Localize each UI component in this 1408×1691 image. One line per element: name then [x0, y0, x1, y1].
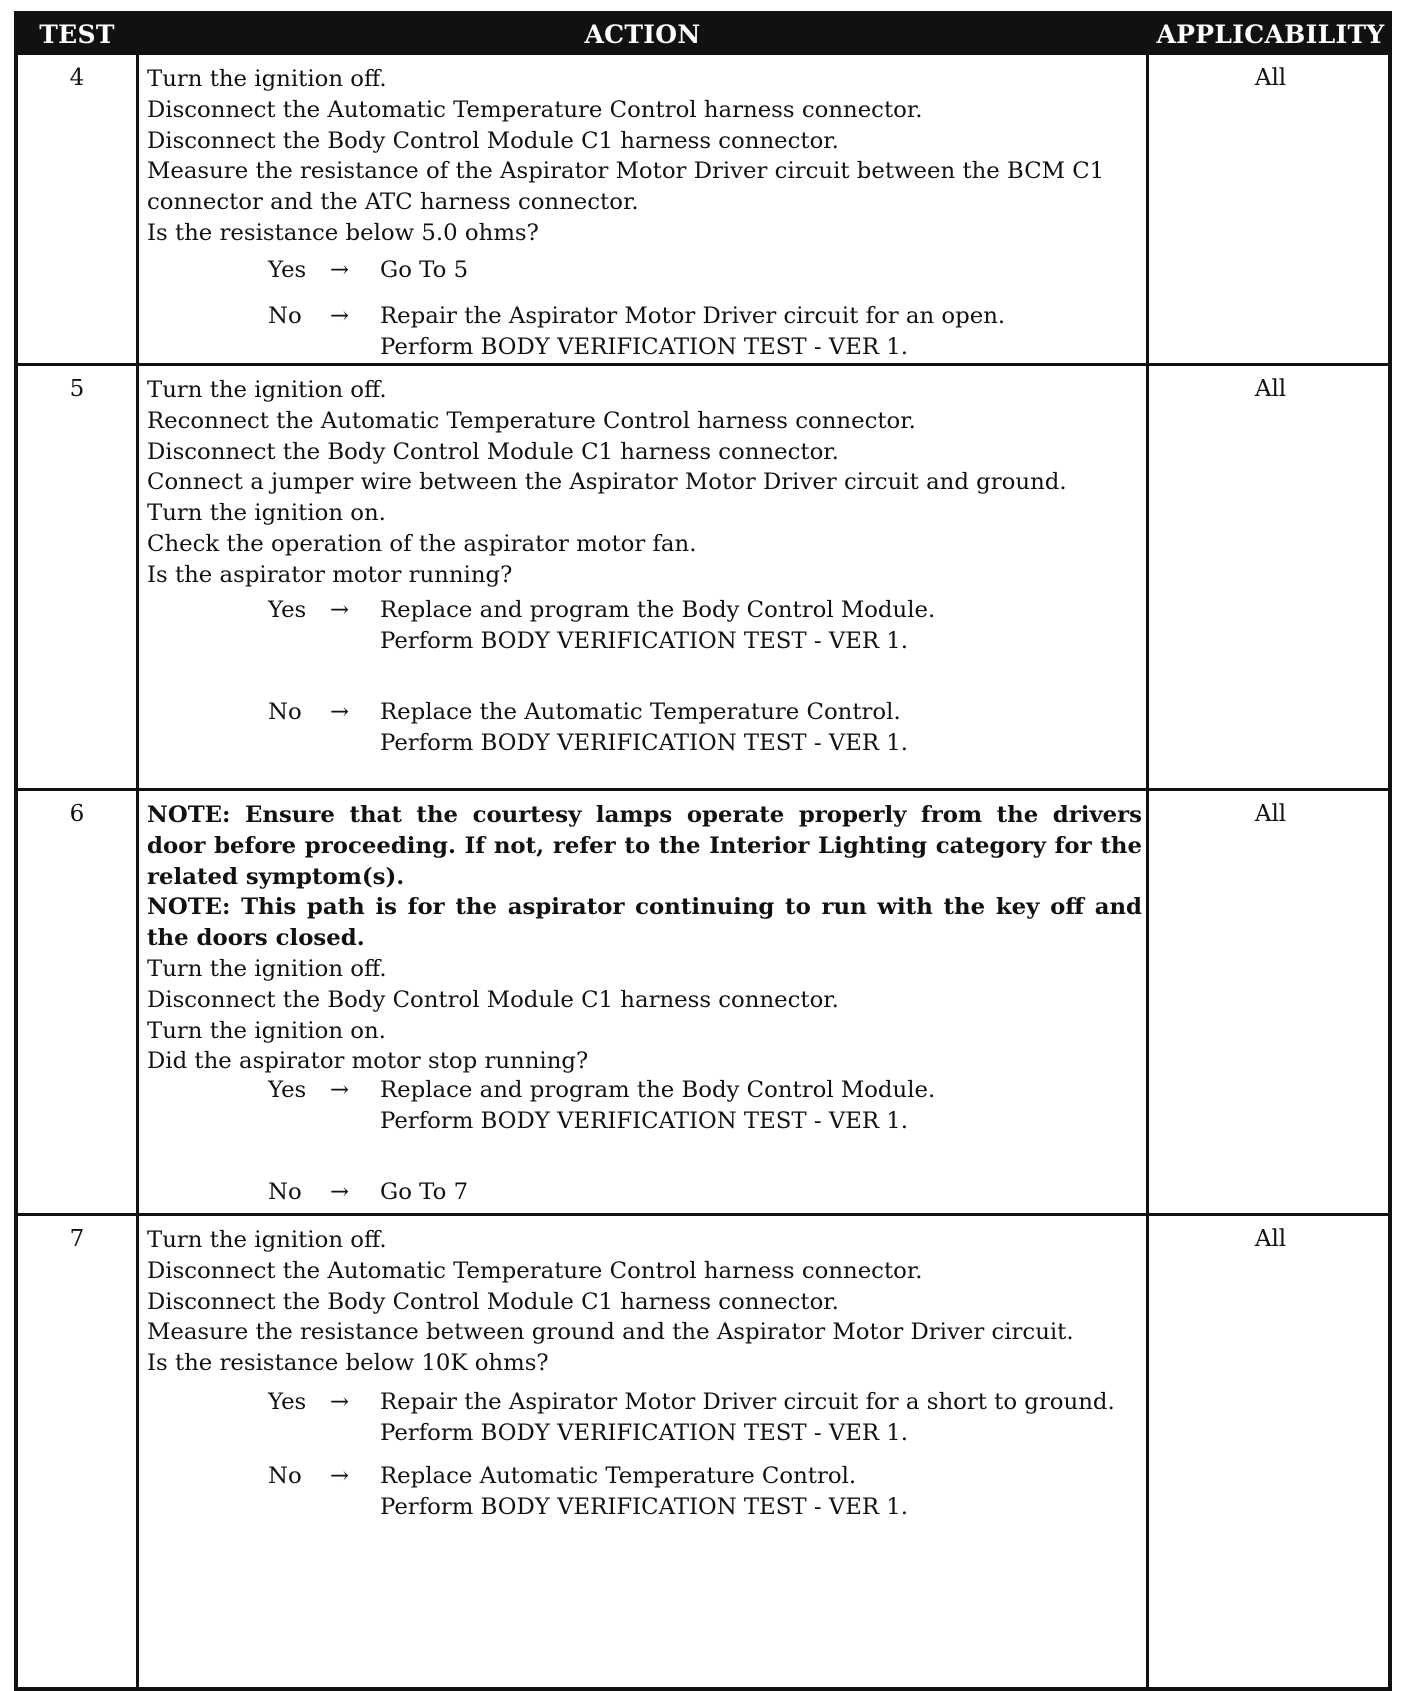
action-text: [147, 1225, 1142, 1379]
answer-label: No: [268, 1179, 302, 1205]
result-line: Replace the Automatic Temperature Control.: [380, 699, 901, 725]
applicability: All: [1254, 376, 1287, 402]
arrow-icon: →: [330, 699, 350, 725]
result-line: Go To 5: [380, 257, 469, 283]
result-line: Go To 7: [380, 1179, 469, 1205]
action-step: Disconnect the Automatic Temperature Control harness connector.: [147, 1257, 923, 1284]
action-step: Turn the ignition on.: [147, 500, 386, 527]
result-line: Repair the Aspirator Motor Driver circuit for an open.: [380, 303, 1006, 329]
action-step: connector and the ATC harness connector.: [147, 189, 639, 216]
action-step: Reconnect the Automatic Temperature Control harness connector.: [147, 407, 916, 434]
action-step: Did the aspirator motor stop running?: [147, 1048, 589, 1075]
result-line: Perform BODY VERIFICATION TEST - VER 1.: [380, 729, 909, 756]
result-line: Perform BODY VERIFICATION TEST - VER 1.: [380, 627, 909, 654]
arrow-icon: →: [330, 1389, 350, 1415]
arrow-icon: →: [330, 1179, 350, 1205]
result-text: [380, 697, 908, 759]
action-step: Measure the resistance between ground and the Aspirator Motor Driver circuit.: [147, 1319, 1074, 1346]
action-text: [147, 800, 1142, 1077]
answer-label: No: [268, 303, 302, 329]
result-line: Perform BODY VERIFICATION TEST - VER 1.: [380, 1493, 909, 1520]
arrow-icon: →: [330, 1463, 350, 1489]
table-row: [18, 1216, 1388, 1691]
result-text: [380, 1461, 908, 1523]
arrow-icon: →: [330, 257, 350, 283]
result-text: [380, 1177, 468, 1208]
action-step: Is the resistance below 5.0 ohms?: [147, 219, 539, 246]
table-row: [18, 55, 1388, 363]
header-test: TEST: [39, 20, 115, 49]
action-text: [147, 375, 1142, 591]
action-text: [147, 64, 1142, 249]
result-line: Perform BODY VERIFICATION TEST - VER 1.: [380, 1419, 909, 1446]
table-row: [18, 366, 1388, 788]
action-step: Turn the ignition off.: [147, 955, 387, 982]
action-step: Turn the ignition off.: [147, 377, 387, 403]
result-text: [380, 255, 468, 286]
result-text: [380, 1387, 1115, 1449]
test-number: 4: [69, 65, 85, 91]
answer-label: Yes: [268, 257, 307, 283]
answer-label: Yes: [268, 1389, 307, 1415]
result-text: [380, 595, 935, 657]
table-row: [18, 791, 1388, 1213]
applicability: All: [1254, 65, 1287, 91]
result-line: Perform BODY VERIFICATION TEST - VER 1.: [380, 1107, 909, 1134]
diagnostic-table: [14, 11, 1392, 1691]
applicability: All: [1254, 1226, 1287, 1252]
action-step: Turn the ignition off.: [147, 1227, 387, 1253]
answer-label: No: [268, 1463, 302, 1489]
action-step: Disconnect the Body Control Module C1 harness connector.: [147, 1288, 839, 1315]
action-step: Disconnect the Body Control Module C1 harness connector.: [147, 438, 839, 465]
table-header: [18, 15, 1388, 55]
action-step: Is the aspirator motor running?: [147, 561, 513, 588]
answer-label: No: [268, 699, 302, 725]
result-line: Repair the Aspirator Motor Driver circuit for a short to ground.: [380, 1389, 1115, 1415]
arrow-icon: →: [330, 303, 350, 329]
result-text: [380, 301, 1005, 363]
result-line: Replace Automatic Temperature Control.: [380, 1463, 857, 1489]
test-number: 7: [69, 1226, 85, 1252]
action-step: Measure the resistance of the Aspirator Motor Driver circuit between the BCM C1: [147, 158, 1105, 185]
note-text: NOTE: This path is for the aspirator continuing to run with the key off and the doors closed.: [147, 894, 1142, 952]
action-step: Is the resistance below 10K ohms?: [147, 1350, 549, 1377]
note-text: NOTE: Ensure that the courtesy lamps operate properly from the drivers door before proceeding. If not, refer to the Interior Lighting category for the related symptom(s).: [147, 802, 1142, 890]
action-step: Connect a jumper wire between the Aspirator Motor Driver circuit and ground.: [147, 469, 1067, 496]
applicability: All: [1254, 801, 1287, 827]
header-applicability: APPLICABILITY: [1156, 20, 1385, 49]
test-number: 6: [69, 801, 85, 827]
result-line: Perform BODY VERIFICATION TEST - VER 1.: [380, 333, 909, 360]
answer-label: Yes: [268, 597, 307, 623]
test-number: 5: [69, 376, 85, 402]
action-step: Disconnect the Body Control Module C1 harness connector.: [147, 127, 839, 154]
action-step: Turn the ignition off.: [147, 66, 387, 92]
action-step: Turn the ignition on.: [147, 1017, 386, 1044]
arrow-icon: →: [330, 597, 350, 623]
action-step: Disconnect the Automatic Temperature Control harness connector.: [147, 96, 923, 123]
arrow-icon: →: [330, 1077, 350, 1103]
action-step: Check the operation of the aspirator motor fan.: [147, 530, 697, 557]
result-text: [380, 1075, 935, 1137]
answer-label: Yes: [268, 1077, 307, 1103]
action-step: Disconnect the Body Control Module C1 harness connector.: [147, 986, 839, 1013]
header-action: ACTION: [584, 20, 701, 49]
result-line: Replace and program the Body Control Module.: [380, 597, 936, 623]
result-line: Replace and program the Body Control Module.: [380, 1077, 936, 1103]
